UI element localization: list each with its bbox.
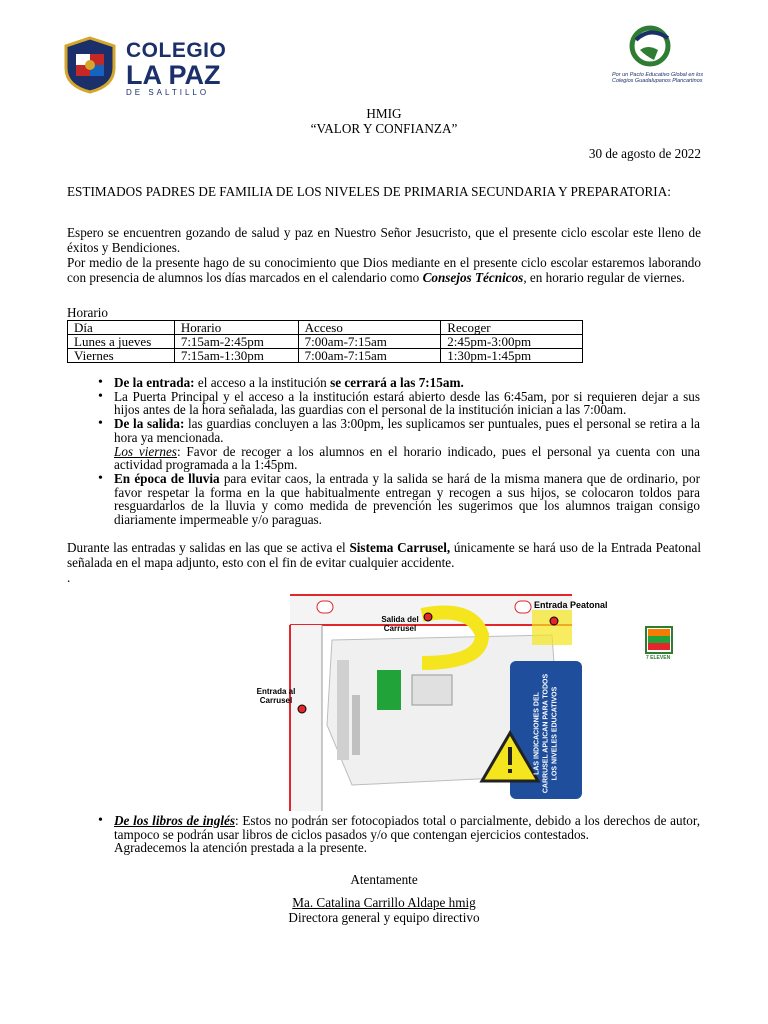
table-header-cell: Acceso xyxy=(298,321,441,335)
heading-motto: “VALOR Y CONFIANZA” xyxy=(310,121,458,136)
letter-heading xyxy=(0,106,768,136)
school-logo xyxy=(62,36,227,97)
signature-block xyxy=(0,895,768,925)
label-salida-carrusel: Salida del Carrusel xyxy=(381,615,419,633)
table-cell: 7:00am-7:15am xyxy=(298,349,441,363)
letter-date: 30 de agosto de 2022 xyxy=(588,146,701,161)
table-cell: Viernes xyxy=(68,349,175,363)
label-entrada-peatonal: Entrada Peatonal xyxy=(534,600,608,610)
label-entrada-carrusel: Entrada al Carrusel xyxy=(256,687,296,705)
salutation: ESTIMADOS PADRES DE FAMILIA DE LOS NIVELES DE PRIMARIA SECUNDARIA Y PREPARATORIA: xyxy=(67,184,671,199)
schedule-caption: Horario xyxy=(67,305,109,320)
thanks-line: Agradecemos la atención prestada a la presente. xyxy=(114,840,368,856)
table-cell: 1:30pm-1:45pm xyxy=(441,349,583,363)
intro-paragraph xyxy=(67,225,701,285)
list-item-libros: • De los libros de inglés: Estos no podrán ser fotocopiados total o parcialmente, debido a los derechos de autor, tampoco se podrán usar libros de ciclos pasados y/o que contengan ejercicios contestados. Agradecemos la atención prestada a la presente. xyxy=(114,814,700,855)
intro-line-1: Espero se encuentren gozando de salud y paz en Nuestro Señor Jesucristo, que el presente ciclo escolar este lleno de éxitos y Bendiciones. xyxy=(67,225,701,255)
stray-dot: . xyxy=(67,570,71,585)
list-item-entrada: • De la entrada: el acceso a la institución se cerrará a las 7:15am. xyxy=(114,376,700,390)
closing: Atentamente xyxy=(350,872,418,887)
school-name-line3: DE SALTILLO xyxy=(126,88,210,97)
rules-list xyxy=(97,376,700,527)
intro-line-2: Por medio de la presente hago de su conocimiento que Dios mediante en el presente ciclo escolar estaremos laborando con presencia de alumnos los días marcados en el calendario como Consejos Técnicos, en horario regular de viernes. xyxy=(67,255,701,285)
table-cell: 2:45pm-3:00pm xyxy=(441,335,583,349)
school-shield-icon xyxy=(62,36,118,94)
pact-logo xyxy=(604,20,714,90)
table-header-cell: Día xyxy=(68,321,175,335)
list-item-puerta: • La Puerta Principal y el acceso a la institución estará abierto desde las 6:45am, por si requieren dejar a sus hijos antes de la hora señalada, las guardias con el personal de la institución inician a las 7:00am. xyxy=(114,390,700,417)
table-cell: 7:15am-2:45pm xyxy=(174,335,298,349)
table-cell: Lunes a jueves xyxy=(68,335,175,349)
heading-hmig: HMIG xyxy=(366,106,402,121)
libros-list xyxy=(97,814,700,855)
signatory-name: Ma. Catalina Carrillo Aldape hmig xyxy=(292,895,476,910)
table-header-row xyxy=(68,321,583,335)
store-label: 7 ELEVEN xyxy=(646,655,671,661)
schedule-table xyxy=(67,320,583,363)
carrusel-map xyxy=(232,585,680,811)
pact-caption: Por un Pacto Educativo Global en los Colegios Guadalupanos Plancartinos xyxy=(612,72,704,84)
school-name-line1: COLEGIO xyxy=(126,39,227,62)
table-header-cell: Recoger xyxy=(441,321,583,335)
notice-sign-text: LAS INDICACIONES DEL CARRUSEL APLICAN PARA TODOS LOS NIVELES EDUCATIVOS xyxy=(533,673,559,794)
table-cell: 7:15am-1:30pm xyxy=(174,349,298,363)
table-cell: 7:00am-7:15am xyxy=(298,335,441,349)
table-row xyxy=(68,335,583,349)
table-header-cell: Horario xyxy=(174,321,298,335)
list-item-salida: • De la salida: las guardias concluyen a las 3:00pm, les suplicamos ser puntuales, pues el personal se retira a la hora ya mencionada. Los viernes: Favor de recoger a los alumnos en el horario indicado, pues el personal ya cuenta con una actividad programada a la 1:45pm. xyxy=(114,417,700,472)
table-row xyxy=(68,349,583,363)
carrusel-paragraph: Durante las entradas y salidas en las que se activa el Sistema Carrusel, únicamente se hará uso de la Entrada Peatonal señalada en el mapa adjunto, esto con el fin de evitar cualquier accidente. . xyxy=(67,540,702,585)
school-name-line2: LA PAZ xyxy=(126,60,221,90)
list-item-lluvia: • En época de lluvia para evitar caos, la entrada y la salida se hará de la misma manera que de ordinario, por favor respetar la forma en la que habitualmente entregan y recogen a sus hijos, se colocaron toldos para resguardarlos de la lluvia y como medida de prevención les sugerimos que los alumnos traigan consigo diariamente impermeable y/o paraguas. xyxy=(114,472,700,527)
signatory-role: Directora general y equipo directivo xyxy=(288,910,480,925)
globe-icon xyxy=(614,20,684,70)
